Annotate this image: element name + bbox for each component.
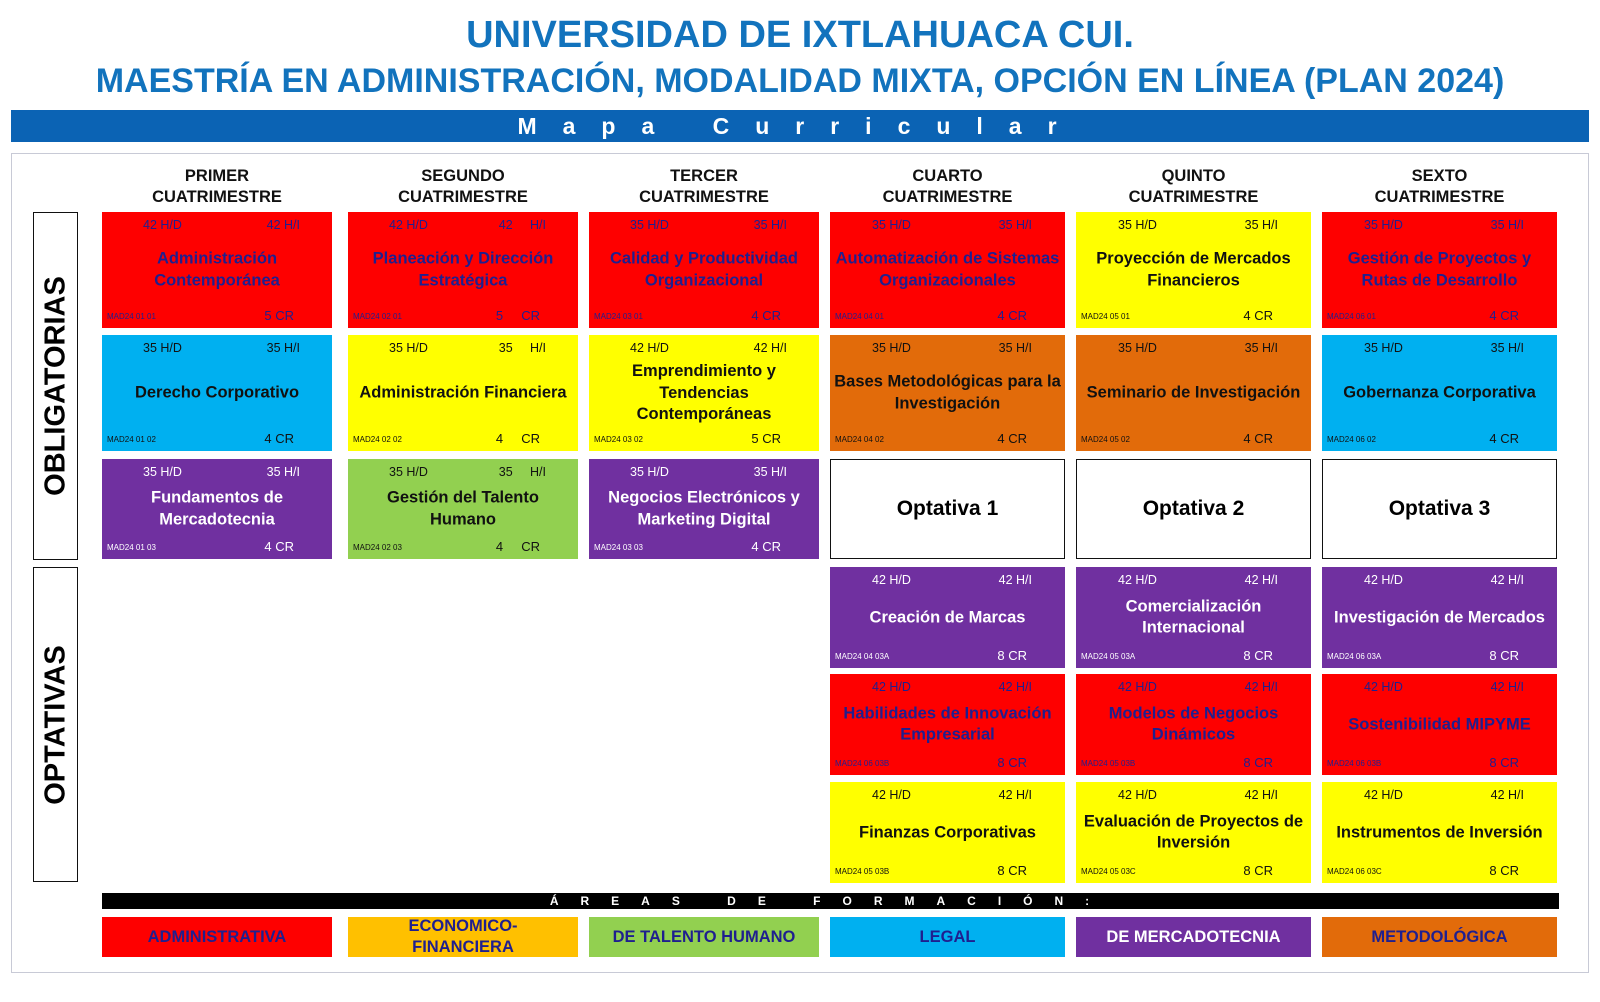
course-credits: 8 CR [997,863,1027,878]
course-hours-independent: 35 H/I [998,341,1032,355]
semester-unit: CUATRIMESTRE [152,188,282,206]
elective-course-card [1322,782,1557,883]
course-card [1076,212,1311,328]
course-hours-independent: 35 H/I [1244,341,1278,355]
course-code: MAD24 05 01 [1081,312,1130,321]
course-name: Gestión del Talento Humano [387,488,539,528]
elective-slot-3 [1322,459,1557,559]
course-code: MAD24 03 02 [594,435,643,444]
course-hours-direct: 42 H/D [1364,680,1403,694]
course-name: Automatización de Sistemas Organizacionales [835,249,1060,289]
course-hours-direct: 35 H/D [143,465,182,479]
program-title: MAESTRÍA EN ADMINISTRACIÓN, MODALIDAD MIXTA, OPCIÓN EN LÍNEA (PLAN 2024) [95,62,1505,100]
course-card [102,335,332,451]
course-hours-independent: 42 H/I [753,341,787,355]
course-card [589,335,819,451]
course-hours-direct: 35 H/D [630,465,669,479]
course-name: Modelos de Negocios Dinámicos [1108,704,1279,744]
course-hours-independent: 42 H/I [1490,788,1524,802]
side-label-electives-text: OPTATIVAS [39,644,71,805]
course-hours-independent: 35 H/I [266,465,300,479]
course-code: MAD24 06 02 [1327,435,1376,444]
course-code: MAD24 06 03A [1327,652,1382,661]
course-hours-direct: 35 H/D [389,465,428,479]
course-code: MAD24 02 02 [353,435,402,444]
elective-slot-label: Optativa 3 [1388,497,1491,520]
course-code: MAD24 06 03C [1327,867,1382,876]
course-name: Creación de Marcas [869,607,1026,626]
course-hours-direct: 35 H/D [143,341,182,355]
course-name: Seminario de Investigación [1086,383,1301,402]
course-hours-independent: 42 H/I [266,218,300,232]
course-hours-direct: 35 H/D [630,218,669,232]
course-name: Emprendimiento y Tendencias Contemporáneas [632,361,776,423]
course-code: MAD24 04 02 [835,435,884,444]
semester-ordinal: SEXTO [1411,167,1468,185]
course-name: Investigación de Mercados [1334,607,1545,626]
semester-header-6 [1322,166,1557,208]
course-card [348,335,578,451]
course-credits: 8 CR [1489,648,1519,663]
course-name: Evaluación de Proyectos de Inversión [1083,812,1304,852]
course-hours-direct: 35 H/D [389,341,428,355]
course-hours-independent: 35 H/I [753,218,787,232]
course-credits: 4 CR [751,539,781,554]
course-card [589,212,819,328]
course-code: MAD24 01 01 [107,312,156,321]
course-credits: 4 CR [997,308,1027,323]
course-hours-direct: 42 H/D [143,218,182,232]
course-hours-direct: 35 H/D [1118,218,1157,232]
course-name: Finanzas Corporativas [859,822,1036,841]
course-hours-direct: 42 H/D [1118,573,1157,587]
course-name: Planeación y Dirección Estratégica [372,249,554,289]
course-hours-direct: 42 H/D [1364,573,1403,587]
semester-unit: CUATRIMESTRE [1128,188,1259,206]
course-card [1076,335,1311,451]
semester-header-4 [830,166,1065,208]
course-hours-direct: 42 H/D [1364,788,1403,802]
course-hours-independent: 35 H/I [498,465,546,479]
course-hours-independent: 42 H/I [998,680,1032,694]
course-credits: 4 CR [1243,431,1273,446]
course-code: MAD24 05 03B [835,867,890,876]
semester-header-3 [589,166,819,208]
course-credits: 8 CR [1489,755,1519,770]
course-code: MAD24 04 03A [835,652,890,661]
course-credits: 4 CR [495,431,540,446]
semester-unit: CUATRIMESTRE [1374,188,1505,206]
course-card [830,212,1065,328]
course-hours-independent: 42 H/I [998,573,1032,587]
course-credits: 5 CR [264,308,294,323]
semester-unit: CUATRIMESTRE [639,188,769,206]
course-name: Gobernanza Corporativa [1343,383,1536,402]
course-card [589,459,819,559]
course-card [1322,335,1557,451]
course-code: MAD24 03 03 [594,543,643,552]
course-hours-independent: 35 H/I [1490,218,1524,232]
course-code: MAD24 03 01 [594,312,643,321]
course-name: Fundamentos de Mercadotecnia [150,488,283,528]
semester-ordinal: CUARTO [912,167,983,185]
course-name: Calidad y Productividad Organizacional [610,249,798,289]
course-card [348,459,578,559]
course-code: MAD24 05 02 [1081,435,1130,444]
course-hours-direct: 35 H/D [872,218,911,232]
course-hours-independent: 42 H/I [998,788,1032,802]
course-hours-independent: 42 H/I [1244,788,1278,802]
course-hours-independent: 35 H/I [1244,218,1278,232]
course-name: Administración Contemporánea [154,249,280,289]
course-card [1322,212,1557,328]
elective-course-card [1076,782,1311,883]
curricular-map-banner: Mapa Curricular [11,110,1589,142]
course-credits: 8 CR [1243,648,1273,663]
course-name: Proyección de Mercados Financieros [1096,249,1291,289]
semester-ordinal: QUINTO [1161,167,1226,185]
elective-slot-label: Optativa 2 [1142,497,1245,520]
course-card [102,459,332,559]
semester-unit: CUATRIMESTRE [882,188,1013,206]
course-hours-direct: 42 H/D [872,573,911,587]
semester-ordinal: TERCER [670,167,738,185]
semester-unit: CUATRIMESTRE [398,188,528,206]
side-label-required-text: OBLIGATORIAS [39,276,71,496]
course-hours-direct: 35 H/D [1364,341,1403,355]
elective-course-card [1322,674,1557,775]
course-credits: 8 CR [1243,755,1273,770]
semester-ordinal: SEGUNDO [421,167,505,185]
elective-slot-label: Optativa 1 [896,497,999,520]
elective-course-card [830,782,1065,883]
course-code: MAD24 02 01 [353,312,402,321]
course-name: Instrumentos de Inversión [1336,822,1543,841]
semester-header-5 [1076,166,1311,208]
course-name: Habilidades de Innovación Empresarial [843,704,1052,744]
course-name: Bases Metodológicas para la Investigación [834,372,1061,412]
course-credits: 8 CR [997,648,1027,663]
course-credits: 4 CR [751,308,781,323]
elective-slot-2 [1076,459,1311,559]
course-code: MAD24 02 03 [353,543,402,552]
course-hours-independent: 35 H/I [753,465,787,479]
course-code: MAD24 05 03A [1081,652,1136,661]
elective-course-card [1076,567,1311,668]
area-legend-talento: DE TALENTO HUMANO [589,917,819,957]
course-hours-direct: 42 H/D [630,341,669,355]
course-credits: 8 CR [1489,863,1519,878]
course-credits: 4 CR [495,539,540,554]
course-name: Negocios Electrónicos y Marketing Digital [608,488,800,528]
elective-course-card [1322,567,1557,668]
course-code: MAD24 05 03C [1081,867,1136,876]
course-credits: 8 CR [1243,863,1273,878]
areas-title: ÁREAS DE FORMACIÓN: [102,893,1559,909]
course-hours-independent: 35 H/I [998,218,1032,232]
side-label-required [33,212,78,560]
course-name: Administración Financiera [359,383,567,402]
course-hours-direct: 35 H/D [1364,218,1403,232]
course-name: Sostenibilidad MIPYME [1348,714,1531,733]
course-hours-independent: 42 H/I [1490,573,1524,587]
course-credits: 5 CR [751,431,781,446]
course-credits: 4 CR [264,431,294,446]
elective-slot-1 [830,459,1065,559]
area-legend-legal: LEGAL [830,917,1065,957]
course-hours-independent: 42 H/I [1490,680,1524,694]
course-hours-independent: 42 H/I [498,218,546,232]
course-hours-direct: 35 H/D [872,341,911,355]
course-name: Comercialización Internacional [1125,597,1262,637]
course-hours-direct: 42 H/D [1118,788,1157,802]
area-legend-mercadotecnia: DE MERCADOTECNIA [1076,917,1311,957]
course-credits: 5 CR [495,308,540,323]
course-card [830,335,1065,451]
course-credits: 4 CR [264,539,294,554]
course-credits: 4 CR [1489,308,1519,323]
course-code: MAD24 05 03B [1081,759,1136,768]
course-credits: 8 CR [997,755,1027,770]
course-hours-independent: 35 H/I [266,341,300,355]
course-hours-independent: 42 H/I [1244,680,1278,694]
elective-course-card [1076,674,1311,775]
course-code: MAD24 06 03B [835,759,890,768]
course-hours-direct: 42 H/D [872,680,911,694]
course-credits: 4 CR [997,431,1027,446]
university-title: UNIVERSIDAD DE IXTLAHUACA CUI. [466,14,1134,56]
course-hours-independent: 35 H/I [498,341,546,355]
course-credits: 4 CR [1489,431,1519,446]
course-hours-direct: 42 H/D [389,218,428,232]
side-label-electives [33,567,78,882]
course-code: MAD24 06 01 [1327,312,1376,321]
course-hours-direct: 42 H/D [872,788,911,802]
course-hours-direct: 42 H/D [1118,680,1157,694]
course-card [102,212,332,328]
course-code: MAD24 06 03B [1327,759,1382,768]
area-legend-economico: ECONOMICO-FINANCIERA [348,917,578,957]
course-hours-independent: 35 H/I [1490,341,1524,355]
elective-course-card [830,674,1065,775]
semester-header-2 [348,166,578,208]
area-legend-administrativa: ADMINISTRATIVA [102,917,332,957]
course-code: MAD24 04 01 [835,312,884,321]
semester-header-1 [102,166,332,208]
course-code: MAD24 01 03 [107,543,156,552]
course-card [348,212,578,328]
course-credits: 4 CR [1243,308,1273,323]
area-legend-metodologica: METODOLÓGICA [1322,917,1557,957]
course-name: Derecho Corporativo [134,383,300,402]
course-hours-direct: 35 H/D [1118,341,1157,355]
semester-ordinal: PRIMER [184,167,250,185]
elective-course-card [830,567,1065,668]
course-code: MAD24 01 02 [107,435,156,444]
course-name: Gestión de Proyectos y Rutas de Desarrollo [1347,249,1532,289]
course-hours-independent: 42 H/I [1244,573,1278,587]
